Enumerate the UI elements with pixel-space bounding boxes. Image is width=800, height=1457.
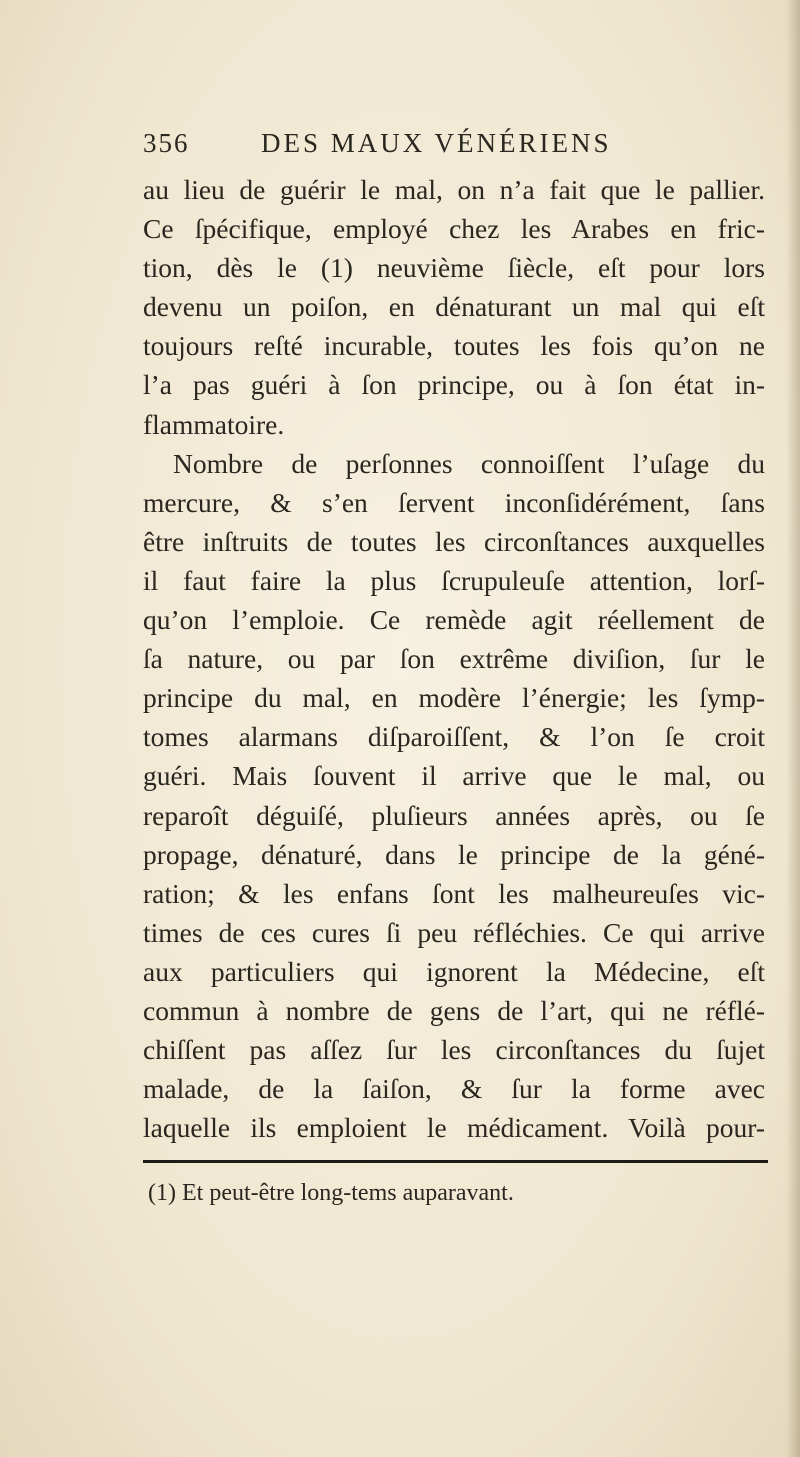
text-line: chiſſent pas aſſez ſur les circonſtances du ſujet [143,1034,765,1066]
text-line: tion, dès le (1) neuvième ſiècle, eſt pour lors [143,252,765,284]
text-line: propage, dénaturé, dans le principe de la géné- [143,838,765,870]
text-line: toujours reſté incurable, toutes les fois qu’on ne [143,330,765,362]
text-line: reparoît déguiſé, pluſieurs années après, ou ſe [143,799,765,831]
footnote-rule [143,1160,768,1163]
running-head: DES MAUX VÉNÉRIENS [261,128,612,158]
text-line: qu’on l’emploie. Ce remède agit réellement de [143,604,765,636]
text-line: times de ces cures ſi peu réfléchies. Ce qui arrive [143,916,765,948]
text-line: au lieu de guérir le mal, on n’a fait que le pallier. [143,174,765,205]
text-line: tomes alarmans diſparoiſſent, & l’on ſe croit [143,721,765,753]
text-line: mercure, & s’en ſervent inconſidérément, ſans [143,486,765,518]
page-header [143,128,663,162]
body-text [143,170,765,1147]
text-line: principe du mal, en modère l’énergie; les ſymp- [143,682,765,714]
text-line: commun à nombre de gens de l’art, qui ne réflé- [143,994,765,1026]
text-line: Nombre de perſonnes connoiſſent l’uſage du [173,447,765,479]
text-line: l’a pas guéri à ſon principe, ou à ſon état in- [143,369,765,401]
text-line: laquelle ils emploient le médicament. Voilà pour- [143,1112,765,1144]
text-line: guéri. Mais ſouvent il arrive que le mal, ou [143,760,765,792]
text-line: il faut faire la plus ſcrupuleuſe attention, lorſ- [143,564,765,596]
text-line: devenu un poiſon, en dénaturant un mal qui eſt [143,291,765,323]
footnote: (1) Et peut-être long-tems auparavant. [148,1180,514,1206]
page-edge-shadow [786,0,800,1457]
page-number: 356 [143,128,190,158]
text-line: aux particuliers qui ignorent la Médecine, eſt [143,955,765,987]
text-line: malade, de la ſaiſon, & ſur la forme avec [143,1073,765,1105]
text-line: ſa nature, ou par ſon extrême diviſion, ſur le [143,643,765,675]
text-line: être inſtruits de toutes les circonſtances auxquelles [143,525,765,557]
text-line: flammatoire. [143,408,285,440]
text-line: ration; & les enfans ſont les malheureuſes vic- [143,877,765,909]
text-line: Ce ſpécifique, employé chez les Arabes en fric- [143,213,765,245]
